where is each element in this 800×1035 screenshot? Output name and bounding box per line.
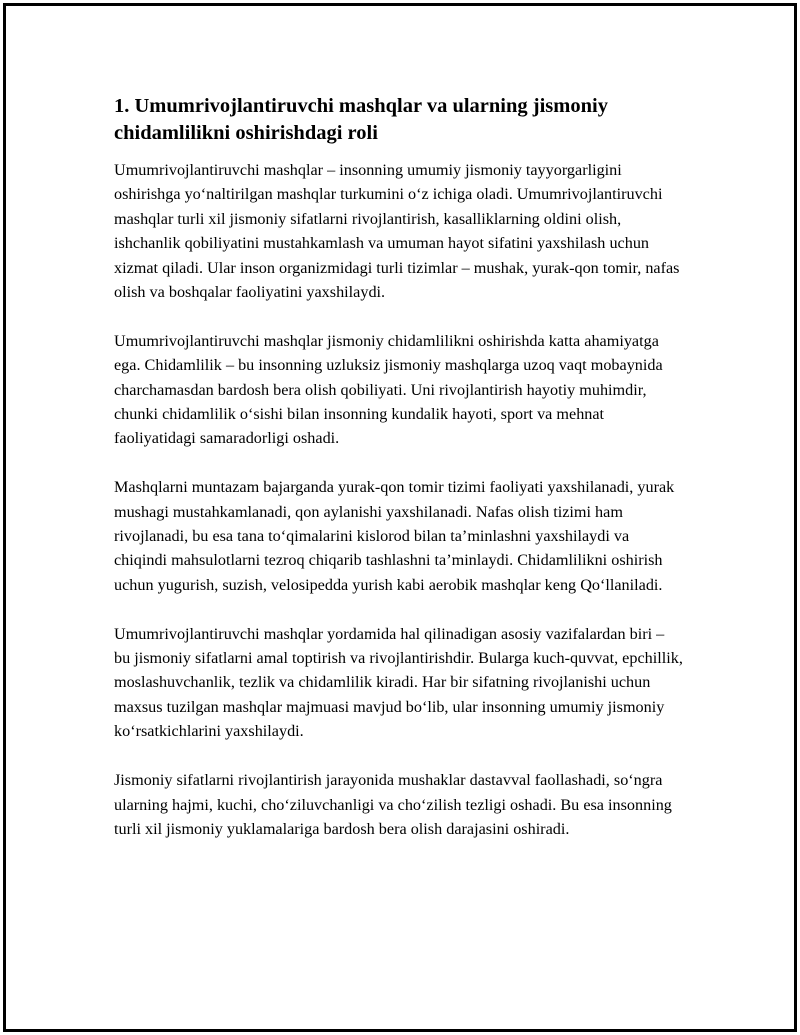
paragraph-3: Mashqlarni muntazam bajarganda yurak-qon tomir tizimi faoliyati yaxshilanadi, yurak mushagi mustahkamlanadi, qon aylanishi yaxshilanadi. Nafas olish tizimi ham rivojlanadi, bu esa tana to‘qimalarini kislorod bilan ta’minlashni yaxshilaydi va chiqindi mahsulotlarni tezroq chiqarib tashlashni ta’minlaydi. Chidamlilikni oshirish uchun yugurish, suzish, velosipedda yurish kabi aerobik mashqlar keng Qo‘llaniladi. <box>114 478 675 594</box>
document-title: 1. Umumrivojlantiruvchi mashqlar va ularning jismoniy chidamlilikni oshirishdagi roli <box>114 95 608 144</box>
paragraph-1: Umumrivojlantiruvchi mashqlar – insonning umumiy jismoniy tayyorgarligini oshirishga yo‘naltirilgan mashqlar turkumini o‘z ichiga oladi. Umumrivojlantiruvchi mashqlar turli xil jismoniy sifatlarni rivojlantirish, kasalliklarning oldini olish, ishchanlik qobiliyatini mustahkamlash va umuman hayot sifatini yaxshilash uchun xizmat qiladi. Ular inson organizmidagi turli tizimlar – mushak, yurak-qon tomir, nafas olish va boshqalar faoliyatini yaxshilaydi. <box>114 161 680 302</box>
document-body <box>114 93 684 866</box>
paragraph-4: Umumrivojlantiruvchi mashqlar yordamida hal qilinadigan asosiy vazifalardan biri – bu jismoniy sifatlarni amal toptirish va rivojlantirishdir. Bularga kuch-quvvat, epchillik, moslashuvchanlik, tezlik va chidamlilik kiradi. Har bir sifatning rivojlanishi uchun maxsus tuzilgan mashqlar majmuasi mavjud bo‘lib, ular insonning umumiy jismoniy ko‘rsatkichlarini yaxshilaydi. <box>114 624 683 741</box>
paragraph-2: Umumrivojlantiruvchi mashqlar jismoniy chidamlilikni oshirishda katta ahamiyatga ega. Chidamlilik – bu insonning uzluksiz jismoniy mashqlarga uzoq vaqt mobaynida charchamasdan bardosh bera olish qobiliyati. Uni rivojlantirish hayotiy muhimdir, chunki chidamlilik o‘sishi bilan insonning kundalik hayoti, sport va mehnat faoliyatidagi samaradorligi oshadi. <box>114 331 663 448</box>
paragraph-5: Jismoniy sifatlarni rivojlantirish jarayonida mushaklar dastavval faollashadi, so‘ngra ularning hajmi, kuchi, cho‘ziluvchanligi va cho‘zilish tezligi oshadi. Bu esa insonning turli xil jismoniy yuklamalariga bardosh bera olish darajasini oshiradi. <box>114 771 672 838</box>
